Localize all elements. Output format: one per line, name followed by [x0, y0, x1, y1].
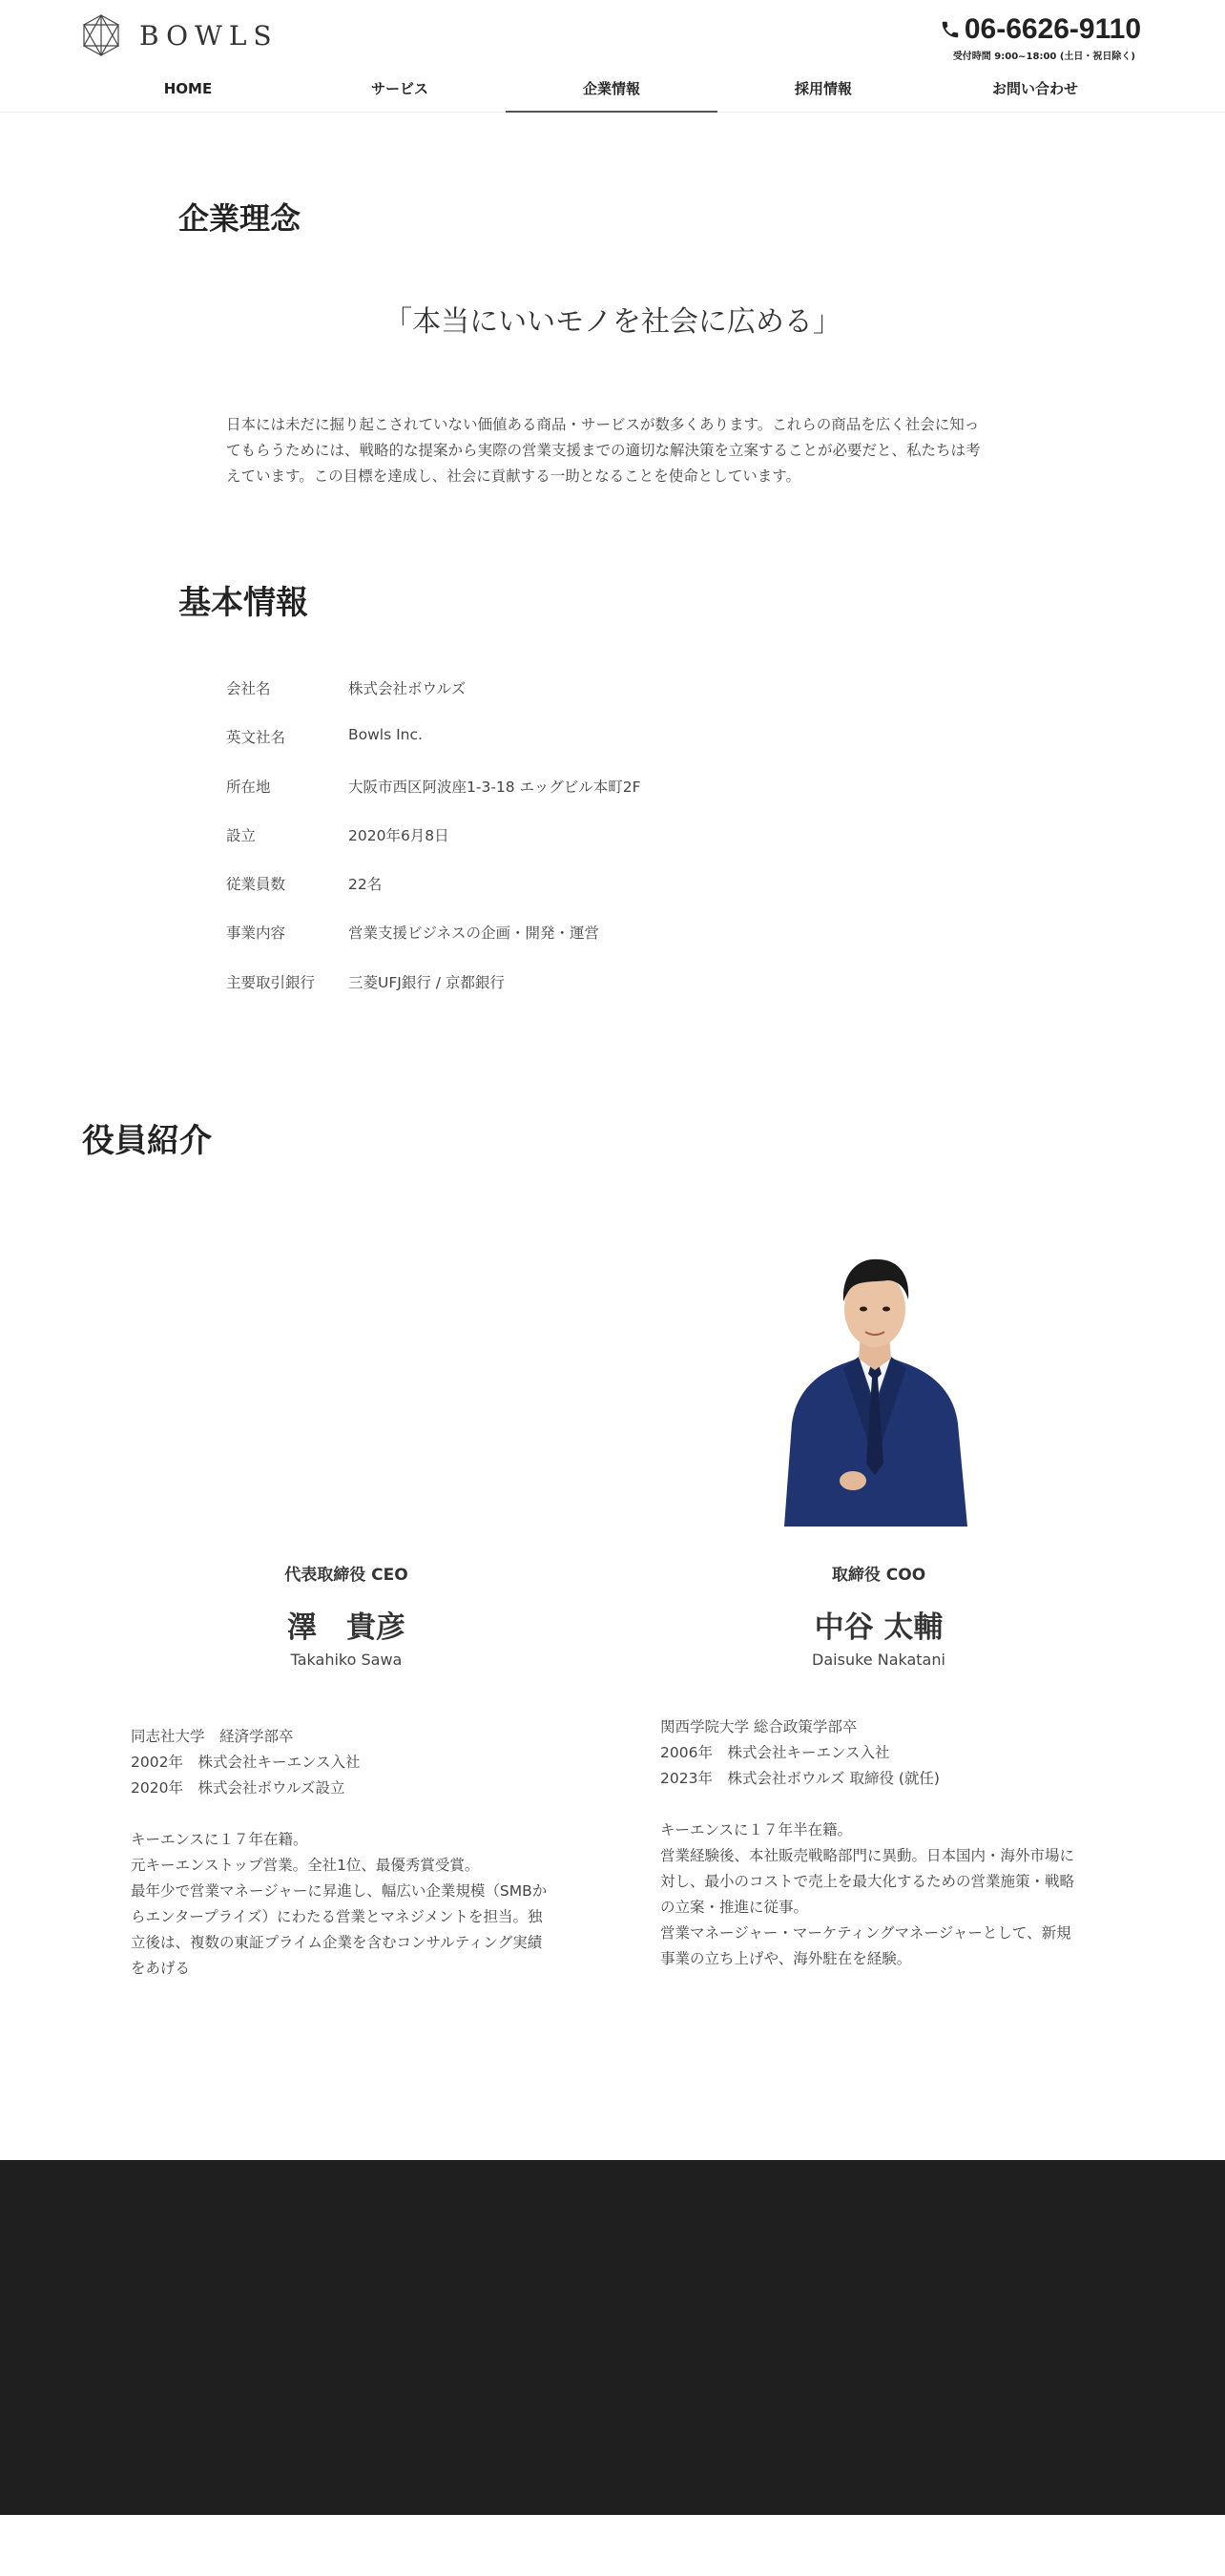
bio-line: キーエンスに１７年在籍。	[131, 1831, 308, 1848]
bio-line: 2006年 株式会社キーエンス入社	[660, 1744, 890, 1761]
info-value: 三菱UFJ銀行 / 京都銀行	[348, 973, 505, 991]
business-hours: 受付時間 9:00~18:00 (土日・祝日除く)	[952, 52, 1135, 62]
info-row	[226, 776, 894, 824]
site-header	[0, 0, 1225, 113]
bio-line: 2002年 株式会社キーエンス入社	[131, 1754, 361, 1771]
nav-home[interactable]: HOME	[163, 80, 213, 97]
info-value: 22名	[348, 876, 383, 894]
bio-line: 最年少で営業マネージャーに昇進し、幅広い企業規模（SMBか	[131, 1882, 548, 1900]
bio-line: 事業の立ち上げや、海外駐在を経験。	[660, 1950, 912, 1967]
coo-name: 中谷 太輔	[814, 1610, 944, 1645]
officers-heading: 役員紹介	[82, 1122, 212, 1160]
phone-number[interactable]: 06-6626-9110	[964, 13, 1141, 45]
info-label: 会社名	[226, 680, 271, 697]
philosophy-heading: 企業理念	[178, 200, 301, 237]
info-row	[226, 922, 894, 970]
info-value: 大阪市西区阿波座1-3-18 エッグビル本町2F	[348, 778, 641, 796]
info-value: Bowls Inc.	[348, 726, 423, 744]
bio-line: 対し、最小のコストで売上を最大化するための営業施策・戦略	[660, 1873, 1075, 1890]
info-row	[226, 726, 894, 775]
coo-photo	[775, 1242, 975, 1527]
bio-line: らエンタープライズ）にわたる営業とマネジメントを担当。独	[131, 1908, 543, 1925]
nav-recruit[interactable]: 採用情報	[794, 80, 852, 97]
coo-name-roman: Daisuke Nakatani	[812, 1651, 945, 1669]
ceo-bio	[131, 1724, 579, 1982]
bio-line: をあげる	[131, 1960, 191, 1977]
info-label: 設立	[226, 826, 257, 844]
info-label: 英文社名	[226, 729, 286, 747]
info-value: 株式会社ボウルズ	[348, 680, 467, 697]
bio-line: 2023年 株式会社ボウルズ 取締役 (就任)	[660, 1770, 940, 1787]
bio-line: キーエンスに１７年半在籍。	[660, 1821, 853, 1839]
bio-line: 元キーエンストップ営業。全社1位、最優秀賞受賞。	[131, 1857, 480, 1874]
info-label: 主要取引銀行	[226, 973, 316, 991]
bio-line: 営業経験後、本社販売戦略部門に異動。日本国内・海外市場に	[660, 1847, 1075, 1864]
info-row	[226, 971, 894, 1020]
info-value: 営業支援ビジネスの企画・開発・運営	[348, 924, 600, 943]
main-nav	[82, 71, 1141, 113]
philosophy-quote: 「本当にいいモノを社会に広める」	[384, 305, 841, 339]
logo[interactable]	[80, 13, 279, 57]
site-footer	[0, 2160, 1225, 2515]
bio-line: 関西学院大学 総合政策学部卒	[660, 1718, 858, 1735]
bio-line: 2020年 株式会社ボウルズ設立	[131, 1779, 345, 1797]
coo-bio	[660, 1714, 1118, 1972]
info-row	[226, 873, 894, 922]
logo-icon	[80, 13, 122, 57]
info-label: 所在地	[226, 778, 271, 796]
bio-line: の立案・推進に従事。	[660, 1899, 809, 1916]
ceo-name: 澤 貴彦	[287, 1610, 405, 1645]
company-info-table	[226, 677, 894, 1020]
bio-line	[660, 1792, 1118, 1818]
bio-line: 立後は、複数の東証プライム企業を含むコンサルティング実績	[131, 1934, 543, 1951]
info-row	[226, 824, 894, 873]
info-label: 従業員数	[226, 876, 286, 894]
nav-company[interactable]: 企業情報	[506, 71, 717, 113]
phone-icon	[940, 18, 961, 41]
nav-services[interactable]: サービス	[370, 80, 428, 97]
basic-info-heading: 基本情報	[178, 584, 308, 622]
info-label: 事業内容	[226, 924, 286, 943]
coo-title: 取締役 COO	[831, 1566, 926, 1585]
bio-line: 同志社大学 経済学部卒	[131, 1728, 294, 1745]
phone-contact[interactable]	[940, 13, 1141, 62]
info-value: 2020年6月8日	[348, 826, 449, 844]
info-row	[226, 677, 894, 726]
ceo-title: 代表取締役 CEO	[284, 1566, 408, 1585]
bio-line: 営業マネージャー・マーケティングマネージャーとして、新規	[660, 1924, 1071, 1942]
nav-contact[interactable]: お問い合わせ	[991, 80, 1078, 97]
ceo-name-roman: Takahiko Sawa	[290, 1651, 403, 1669]
bio-line	[131, 1801, 579, 1827]
logo-text: BOWLS	[139, 19, 279, 52]
philosophy-body: 日本には未だに掘り起こされていない価値ある商品・サービスが数多くあります。これらの商品を広く社会に知ってもらうためには、戦略的な提案から実際の営業支援までの適切な解決策を立案することが必要だと、私たちは考えています。この目標を達成し、社会に貢献する一助となることを使命としています。	[226, 416, 981, 485]
